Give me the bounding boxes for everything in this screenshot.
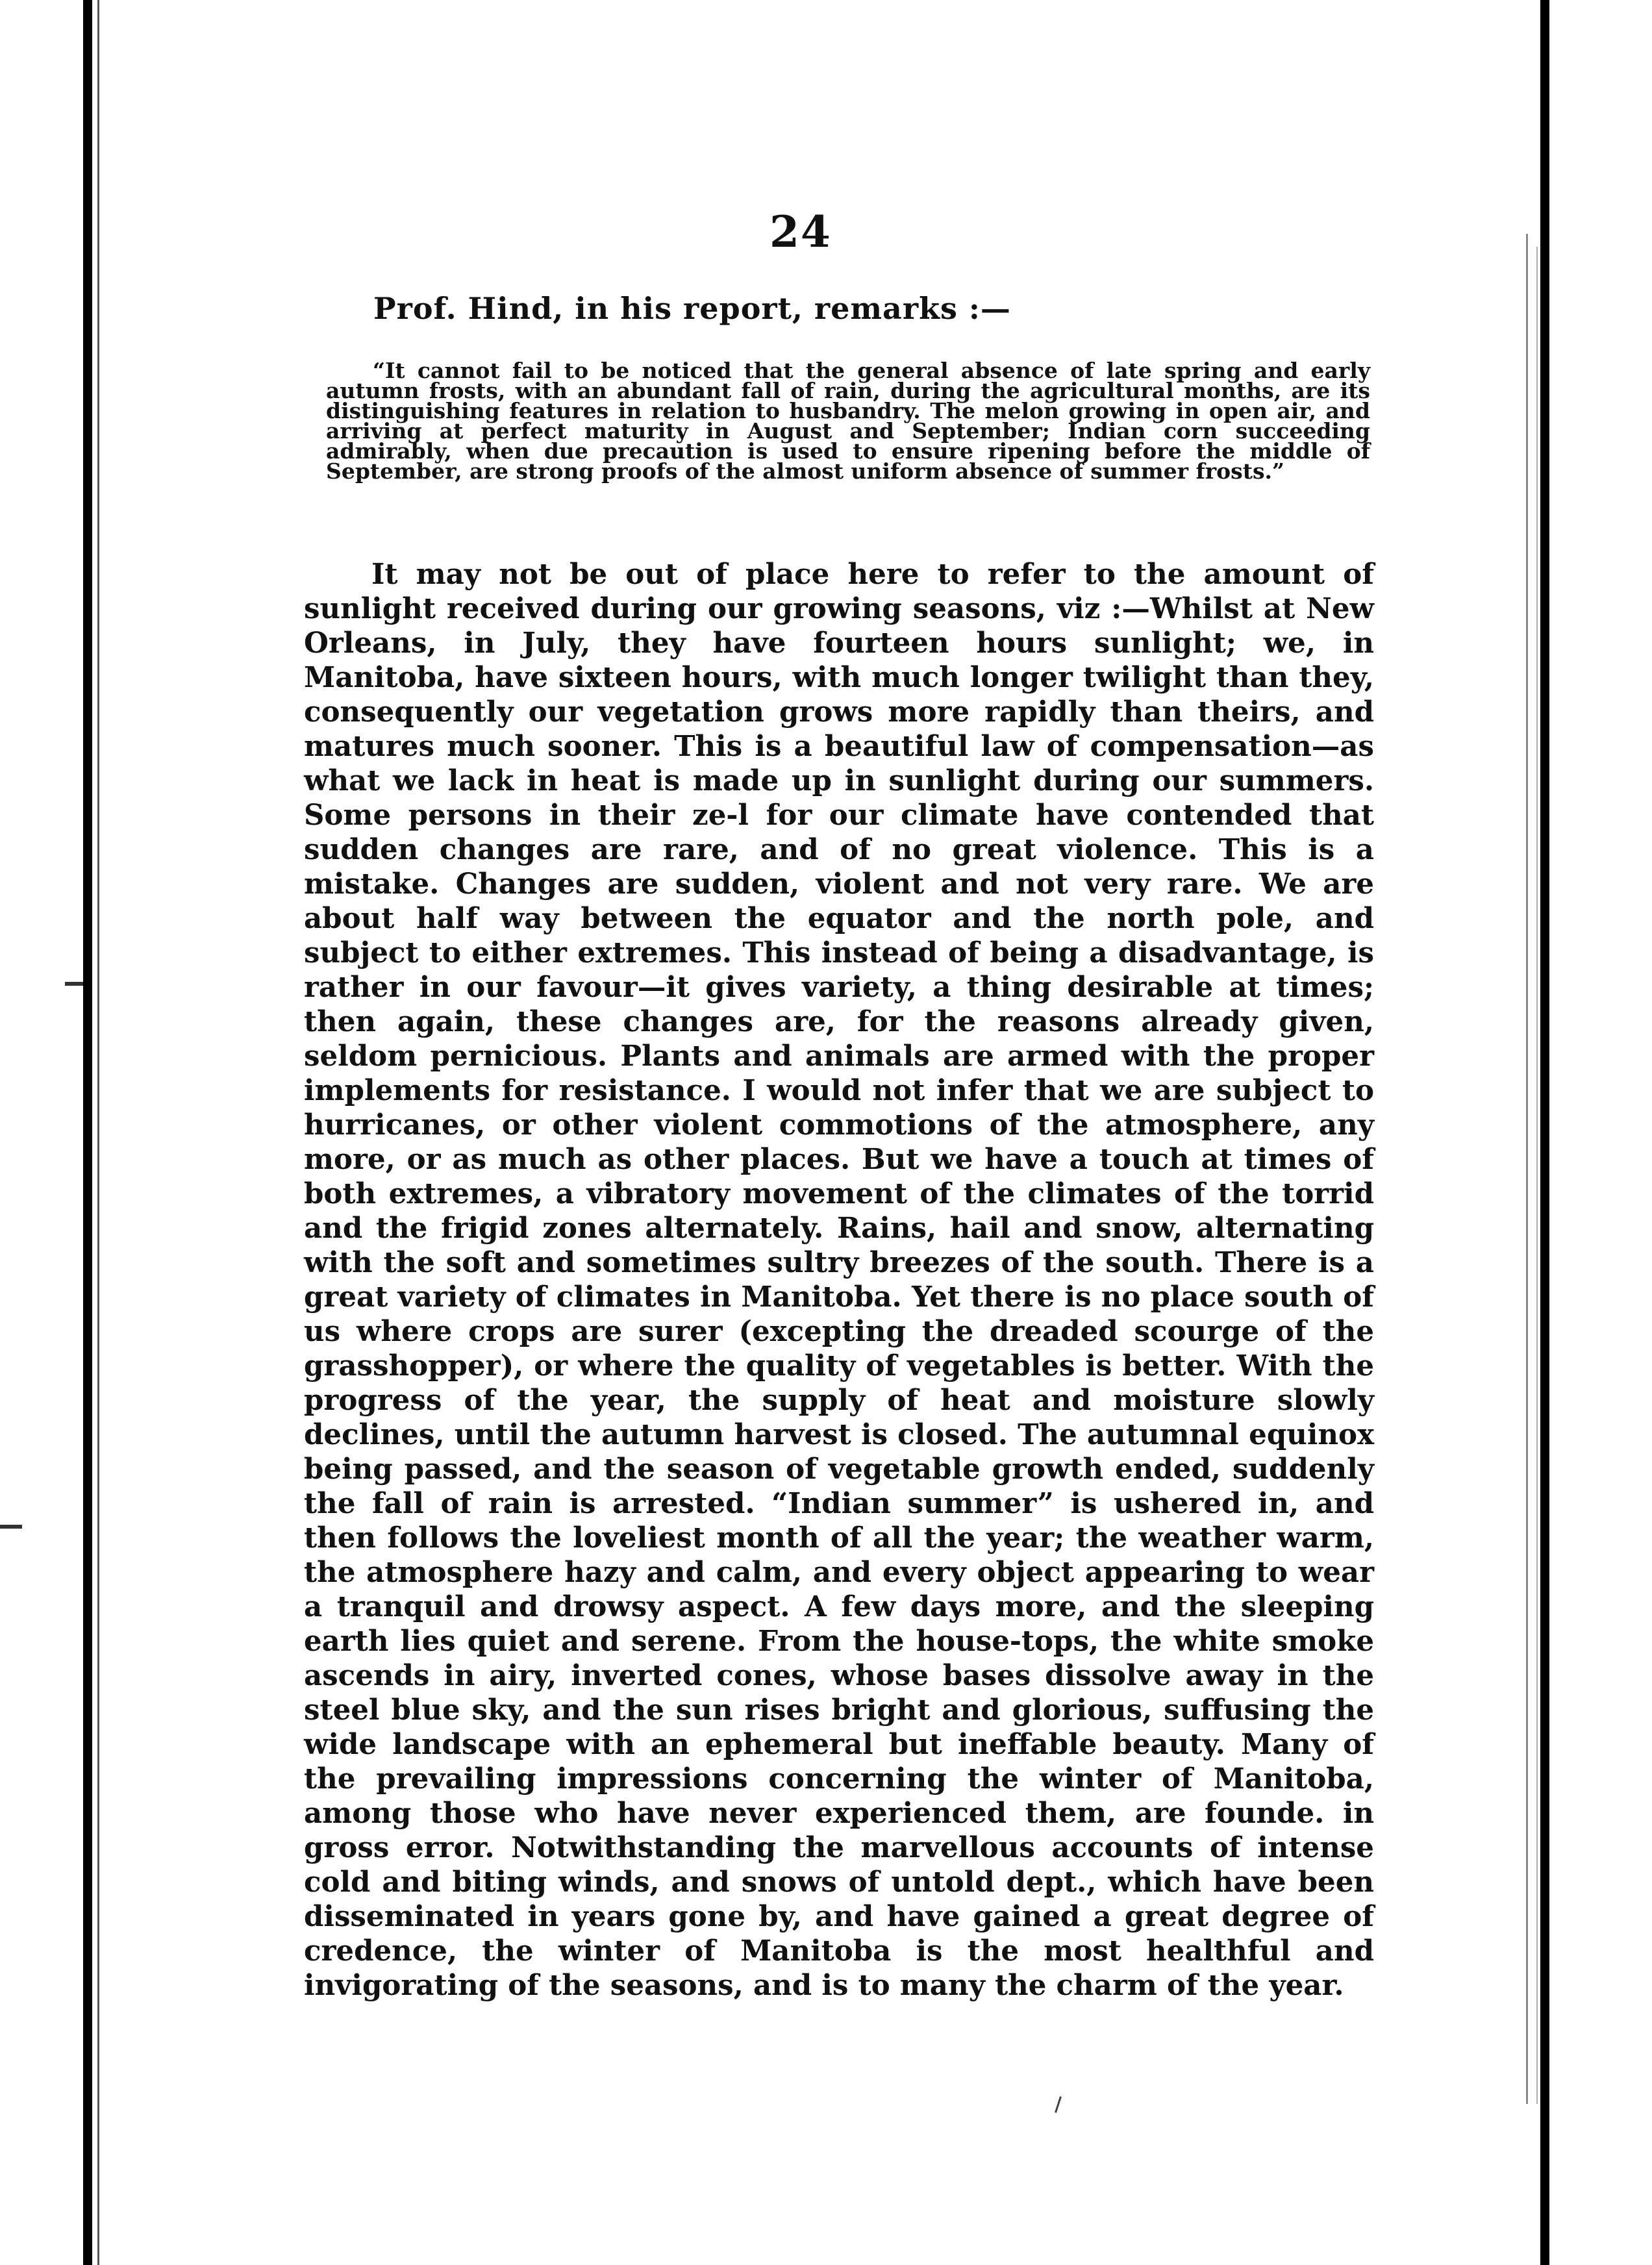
body-paragraph: It may not be out of place here to refer to the amount of sunlight received during our growing seasons, viz :—Whilst at New Orleans, in July, they have fourteen hours sunlight; we, in Manitoba, have sixteen hours, with much longer twilight than they, consequently our vegetation grows more rapidly than theirs, and matures much sooner. This is a beautiful law of compensation—as what we lack in heat is made up in sunlight during our summers. Some persons in their ze-l for our climate have contended that sudden changes are rare, and of no great violence. This is a mistake. Changes are sudden, violent and not very rare. We are about half way between the equator and the north pole, and subject to either extremes. This instead of being a disadvantage, is rather in our favour—it gives variety, a thing desirable at times; then again, these changes are, for the reasons already given, seldom pernicious. Plants and animals are armed with the proper implements for resistance. I would not infer that we are subject to hurricanes, or other violent commotions of the atmosphere, any more, or as much as other places. But we have a touch at times of both extremes, a vibratory movement of the climates of the torrid and the frigid zones alternately. Rains, hail and snow, alternating with the soft and sometimes sultry breezes of the south. There is a great variety of climates in Manitoba. Yet there is no place south of us where crops are surer (excepting the dreaded scourge of the grasshopper), or where the quality of vegetables is better. With the progress of the year, the supply of heat and moisture slowly declines, until the autumn harvest is closed. The autumnal equinox being passed, and the season of vegetable growth ended, suddenly the fall of rain is arrested. “Indian summer” is ushered in, and then follows the loveliest month of all the year; the weather warm, the atmosphere hazy and calm, and every object appearing to wear a tranquil and drowsy aspect. A few days more, and the sleeping earth lies quiet and serene. From the house-tops, the white smoke ascends in airy, inverted cones, whose bases dissolve away in the steel blue sky, and the sun rises bright and glorious, suffusing the wide landscape with an ephemeral but ineffable beauty. Many of the prevailing impressions concerning the winter of Manitoba, among those who have never experienced them, are founde. in gross error. Notwithstanding the marvellous accounts of intense cold and biting winds, and snows of untold dept., which have been disseminated in years gone by, and have gained a great degree of credence, the winter of Manitoba is the most healthful and invigorating of the seasons, and is to many the charm of the year. [304, 558, 1374, 2002]
page-number: 24 [770, 206, 832, 257]
margin-speck [0, 1525, 22, 1529]
margin-speck [65, 982, 83, 986]
scan-right-edge-line-secondary [1536, 247, 1538, 2104]
scan-right-edge-line [1526, 234, 1528, 2104]
block-quote: “It cannot fail to be noticed that the general absence of late spring and early autumn frosts, with an abundant fall of rain, during the agricultural months, are its distinguishing features in relation to husbandry. The melon growing in open air, and arriving at perfect maturity in August and September; Indian corn succeeding admirably, when due precaution is used to ensure ripening before the middle of September, are strong proofs of the almost uniform absence of summer frosts.” [326, 358, 1370, 484]
intro-line: Prof. Hind, in his report, remarks :— [373, 291, 1011, 326]
